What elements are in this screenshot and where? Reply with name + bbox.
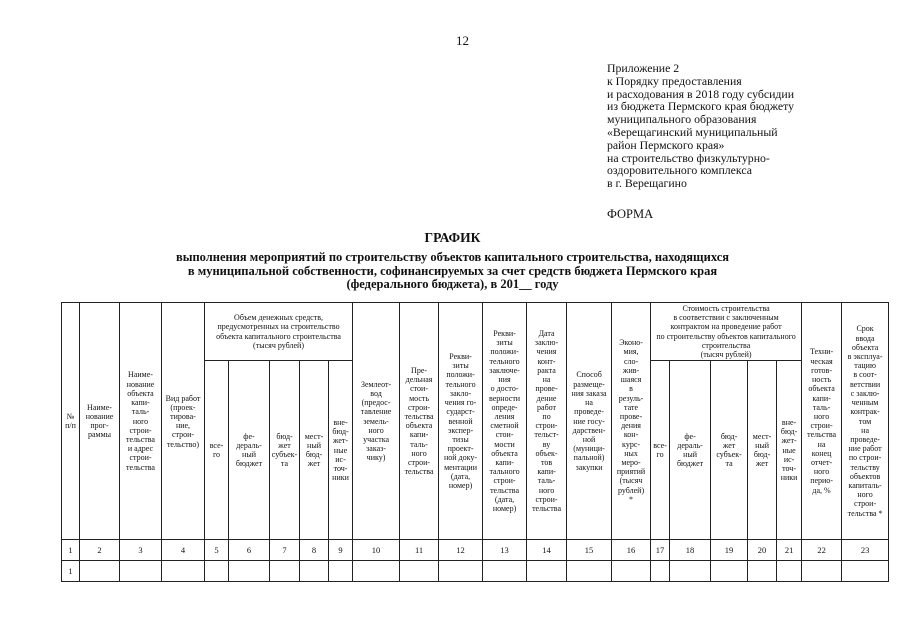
column-number: 1 [62,540,80,561]
annex-line: Приложение 2 [607,61,680,75]
column-number: 11 [400,540,439,561]
annex-line: на строительство физкультурно- [607,150,770,165]
column-number: 9 [329,540,353,561]
table-cell[interactable] [353,561,400,582]
table-row [62,561,889,582]
header-cost-federal: фе- дераль- ный бюджет [670,361,711,540]
header-funds-extrabudget: вне- бюд- жет- ные ис- точ- ники [329,361,353,540]
column-number: 20 [748,540,777,561]
annex-line: к Порядку предоставления [607,73,742,88]
table-cell[interactable] [439,561,483,582]
header-readiness: Техни- ческая готов- ность объекта капи- таль- ного строи- тельства на конец отчет- ного перио- да, % [802,303,842,540]
column-number: 13 [483,540,527,561]
row-number: 1 [62,561,80,582]
table-cell[interactable] [300,561,329,582]
column-number: 22 [802,540,842,561]
table-cell[interactable] [120,561,162,582]
table-cell[interactable] [567,561,612,582]
header-land-allotment: Землеот- вод (предос- тавление земель- ного участка заказ- чику) [353,303,400,540]
header-contract-date: Дата заклю- чения конт- ракта на прове- дение работ по строи- тельст- ву объек- тов капи- таль- ного строи- тельства [527,303,567,540]
header-funds-federal: фе- дераль- ный бюджет [229,361,270,540]
header-savings: Эконо- мия, сло- жив- шаяся в резуль- тате прове- дения кон- курс- ных меро- приятий (тысяч рублей) * [612,303,651,540]
header-expertise-details: Рекви- зиты положи- тельного закло- чения го- сударст- венной экспер- тизы проект- ной доку- ментации (дата, номер) [439,303,483,540]
annex-line: район Пермского края» [607,137,725,152]
annex-line: оздоровительного комплекса [607,163,752,178]
column-number: 12 [439,540,483,561]
document-subtitle [0,251,905,292]
form-label: ФОРМА [607,207,654,221]
column-number: 17 [651,540,670,561]
subtitle-line: выполнения мероприятий по строительству объектов капитального строительства, находящихся [175,250,730,264]
annex-block [607,62,794,190]
column-number: 4 [162,540,205,561]
table-cell[interactable] [777,561,802,582]
column-number: 15 [567,540,612,561]
column-number: 18 [670,540,711,561]
header-cost-extrabudget: вне- бюд- жет- ные ис- точ- ники [777,361,802,540]
table-cell[interactable] [527,561,567,582]
table-cell[interactable] [162,561,205,582]
table-cell[interactable] [80,561,120,582]
header-object-name: Наиме- нование объекта капи- таль- ного строи- тельства и адрес строи- тельства [120,303,162,540]
header-funds-local: мест- ный бюд- жет [300,361,329,540]
table-cell[interactable] [670,561,711,582]
column-number: 19 [711,540,748,561]
header-contract-cost-group: Стоимость строительства в соответствии с заключенным контрактом на проведение работ по строительству объектов капитального строительства (тысяч рублей) [651,303,802,361]
column-number: 3 [120,540,162,561]
table-cell[interactable] [842,561,889,582]
header-number: № п/п [62,303,80,540]
column-number: 10 [353,540,400,561]
header-work-type: Вид работ (проек- тирова- ние, строи- тельство) [162,303,205,540]
table-cell[interactable] [205,561,229,582]
header-procurement-method: Способ размеще- ния заказа на проведе- ние госу- дарствен- ной (муници- пальной) закупки [567,303,612,540]
column-number: 2 [80,540,120,561]
column-number: 6 [229,540,270,561]
schedule-table [61,302,889,582]
annex-line: в г. Верещагино [607,176,687,191]
table-cell[interactable] [651,561,670,582]
table-cell[interactable] [229,561,270,582]
header-cost-subject: бюд- жет субъек- та [711,361,748,540]
column-number: 5 [205,540,229,561]
table-cell[interactable] [483,561,527,582]
table-cell[interactable] [612,561,651,582]
annex-line: «Верещагинский муниципальный [607,124,778,139]
column-number: 8 [300,540,329,561]
annex-line: муниципального образования [607,112,757,127]
header-max-cost: Пре- дельная стои- мость строи- тельства объекта капи- таль- ного строи- тельства [400,303,439,540]
column-number: 14 [527,540,567,561]
table-cell[interactable] [711,561,748,582]
column-number: 7 [270,540,300,561]
subtitle-line: (федерального бюджета), в 201__ году [346,277,559,291]
table-cell[interactable] [329,561,353,582]
column-number: 23 [842,540,889,561]
column-numbers-row [62,540,889,561]
document-title: ГРАФИК [424,230,481,245]
header-funds-total: все- го [205,361,229,540]
page-number: 12 [456,33,469,48]
table-cell[interactable] [748,561,777,582]
column-number: 16 [612,540,651,561]
header-funds-subject: бюд- жет субъек- та [270,361,300,540]
table-cell[interactable] [400,561,439,582]
column-number: 21 [777,540,802,561]
annex-line: и расходования в 2018 году субсидии [607,86,795,101]
table-cell[interactable] [802,561,842,582]
header-commissioning-date: Срок ввода объекта в эксплуа- тацию в соот- ветствии с заклю- ченным контрак- том на проведе- ние работ по строи- тельству объектов капиталь- ного строи- тельства * [842,303,889,540]
table-cell[interactable] [270,561,300,582]
annex-line: из бюджета Пермского края бюджету [607,99,795,114]
header-funds-group: Объем денежных средств, предусмотренных на строительство объекта капитального строительства (тысяч рублей) [205,303,353,361]
header-estimate-details: Рекви- зиты положи- тельного заключе- ния о досто- верности опреде- ления сметной стои- мости объекта капи- тального строи- тельства (дата, номер) [483,303,527,540]
header-cost-local: мест- ный бюд- жет [748,361,777,540]
subtitle-line: в муниципальной собственности, софинансируемых за счет средств бюджета Пермского края [187,263,718,278]
header-cost-total: все- го [651,361,670,540]
header-program-name: Наиме- нование прог- раммы [80,303,120,540]
